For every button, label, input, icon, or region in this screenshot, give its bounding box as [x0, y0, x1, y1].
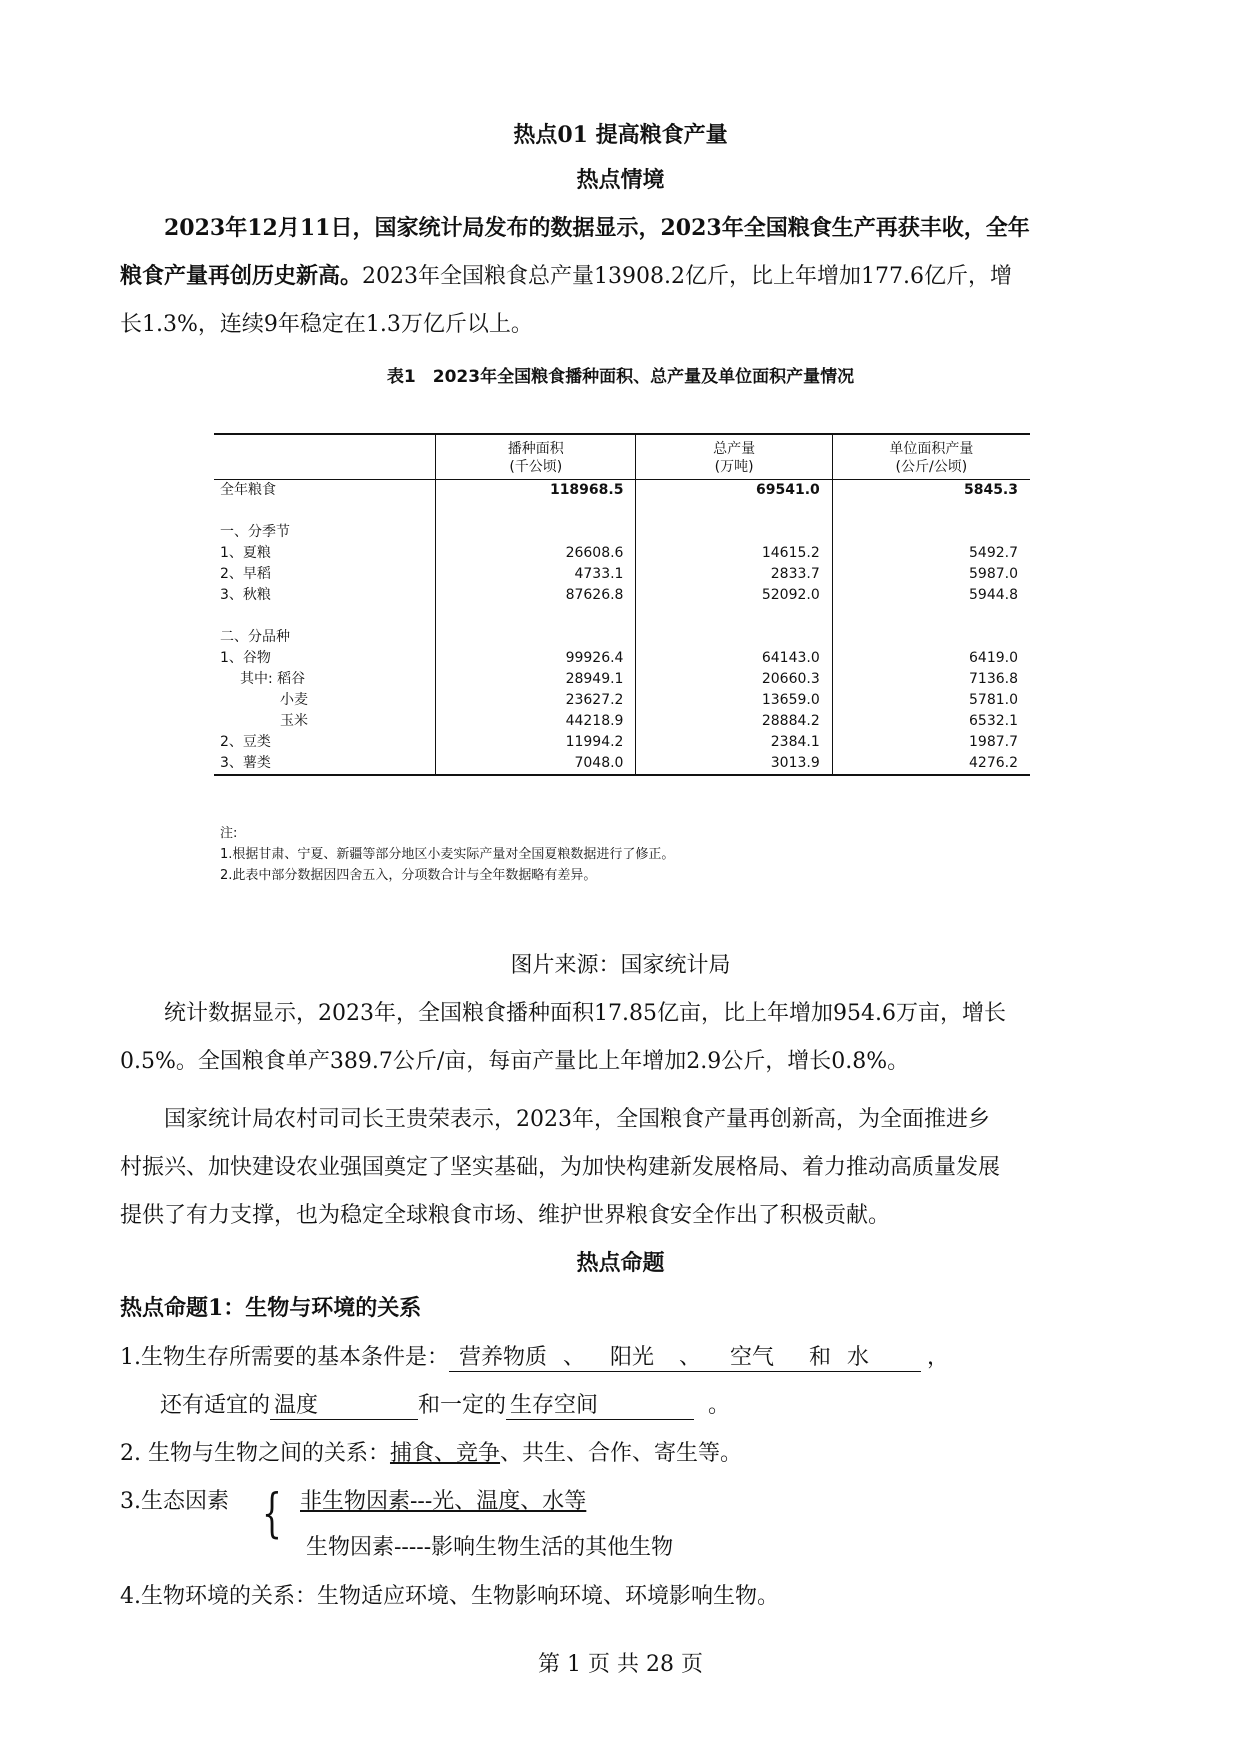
table-row: [214, 732, 1030, 753]
answer-air: 空气: [707, 1345, 797, 1372]
table-cell-label: 2、豆类: [220, 734, 271, 750]
table-row: [214, 606, 1030, 627]
quote-line-2: 村振兴、加快建设农业强国奠定了坚实基础，为加快构建新发展格局、着力推动高质量发展: [120, 1155, 1001, 1180]
table-row: [214, 627, 1030, 648]
table-cell-yield: 5987.0: [832, 564, 1030, 585]
biotic-factors: 生物因素-----影响生物生活的其他生物: [306, 1535, 674, 1560]
table-title: 表1 2023年全国粮食播种面积、总产量及单位面积产量情况: [386, 367, 855, 387]
table-cell-label: 其中: 稻谷: [240, 671, 306, 687]
proposition-1-title: 热点命题1：生物与环境的关系: [120, 1295, 422, 1321]
table-cell-area: 44218.9: [436, 711, 636, 732]
table-cell-output: [636, 501, 832, 522]
table-row: [214, 501, 1030, 522]
table-cell-label: [214, 501, 436, 522]
table-cell-output: 69541.0: [636, 480, 832, 502]
stats-line-1: 统计数据显示，2023年，全国粮食播种面积17.85亿亩，比上年增加954.6万亩，增长: [120, 1001, 1006, 1026]
question-1-line-2: 还有适宜的 温度 和一定的 生存空间: [160, 1391, 694, 1421]
table-cell-area: 87626.8: [436, 585, 636, 606]
table-row: [214, 564, 1030, 585]
intro-line-2: 粮食产量再创历史新高。2023年全国粮食总产量13908.2亿斤，比上年增加177.6亿斤，增: [120, 263, 1012, 289]
table-cell-label: 二、分品种: [220, 629, 290, 645]
table-cell-label: 一、分季节: [220, 524, 290, 540]
table-cell-output: [636, 627, 832, 648]
question-3-label: 3.生态因素: [120, 1489, 229, 1514]
table-cell-output: 28884.2: [636, 711, 832, 732]
table-cell-output: 64143.0: [636, 648, 832, 669]
table-cell-area: [436, 501, 636, 522]
table-cell-yield: 1987.7: [832, 732, 1030, 753]
table-cell-area: 28949.1: [436, 669, 636, 690]
table-cell-output: 2384.1: [636, 732, 832, 753]
table-cell-label: 3、秋粮: [220, 587, 271, 603]
table-cell-output: 2833.7: [636, 564, 832, 585]
table-row: [214, 711, 1030, 732]
brace-symbol: {: [262, 1484, 282, 1544]
abiotic-factors: 非生物因素---光、温度、水等: [300, 1489, 587, 1514]
table-cell-area: 99926.4: [436, 648, 636, 669]
table-header-area: 播种面积 (千公顷): [436, 434, 636, 480]
table-cell-output: [636, 522, 832, 543]
table-notes: [220, 823, 674, 886]
table-header-output: 总产量 (万吨): [636, 434, 832, 480]
table-row: [214, 480, 1030, 502]
table-cell-yield: 5845.3: [832, 480, 1030, 502]
table-cell-area: 4733.1: [436, 564, 636, 585]
table-cell-label: 玉米: [280, 713, 308, 729]
table-cell-yield: [832, 606, 1030, 627]
table-row: [214, 648, 1030, 669]
question-2: 2. 生物与生物之间的关系：捕食、竞争、共生、合作、寄生等。: [120, 1441, 743, 1466]
table-cell-area: 11994.2: [436, 732, 636, 753]
table-cell-yield: [832, 627, 1030, 648]
page-title: 热点01 提高粮食产量: [513, 122, 728, 148]
table-row: [214, 543, 1030, 564]
answer-sunlight: 阳光: [591, 1345, 673, 1372]
table-cell-area: [436, 606, 636, 627]
table-cell-area: 26608.6: [436, 543, 636, 564]
question-1-line-1: 1.生物生存所需要的基本条件是： 营养物质 、 阳光 、 空气 和 水 ，: [120, 1345, 950, 1370]
table-cell-yield: [832, 501, 1030, 522]
table-row: [214, 669, 1030, 690]
answer-living-space: 生存空间: [506, 1393, 694, 1420]
table-cell-yield: 5492.7: [832, 543, 1030, 564]
table-cell-area: 118968.5: [436, 480, 636, 502]
quote-line-1: 国家统计局农村司司长王贵荣表示，2023年，全国粮食产量再创新高，为全面推进乡: [120, 1107, 990, 1132]
image-source-caption: 图片来源：国家统计局: [510, 953, 731, 978]
table-row: [214, 585, 1030, 606]
table-note: 1.根据甘肃、宁夏、新疆等部分地区小麦实际产量对全国夏粮数据进行了修正。: [220, 847, 675, 862]
question-4: 4.生物环境的关系：生物适应环境、生物影响环境、环境影响生物。: [120, 1584, 779, 1609]
table-cell-label: 全年粮食: [220, 482, 276, 498]
table-cell-area: [436, 627, 636, 648]
table-row: [214, 522, 1030, 543]
intro-line-1: 2023年12月11日，国家统计局发布的数据显示，2023年全国粮食生产再获丰收，全年: [164, 215, 1030, 241]
table-header-yield: 单位面积产量 (公斤/公顷): [832, 434, 1030, 480]
table-cell-output: 13659.0: [636, 690, 832, 711]
table-cell-yield: 5781.0: [832, 690, 1030, 711]
table-cell-yield: 6532.1: [832, 711, 1030, 732]
table-cell-area: 7048.0: [436, 753, 636, 775]
table-cell-yield: [832, 522, 1030, 543]
grain-statistics-table: [214, 433, 1030, 776]
table-header-label: [214, 434, 436, 480]
answer-temperature: 温度: [270, 1393, 418, 1420]
table-row: [214, 753, 1030, 775]
answer-competition: 竞争: [456, 1441, 501, 1466]
section-heading-proposition: 热点命题: [576, 1250, 665, 1276]
intro-paragraph: [120, 204, 1120, 348]
table-note: 2.此表中部分数据因四舍五入，分项数合计与全年数据略有差异。: [220, 868, 597, 883]
table-cell-yield: 4276.2: [832, 753, 1030, 775]
table-cell-output: [636, 606, 832, 627]
table-cell-label: 2、早稻: [220, 566, 271, 582]
table-cell-area: 23627.2: [436, 690, 636, 711]
table-cell-area: [436, 522, 636, 543]
quote-paragraph: [120, 1096, 1120, 1240]
table-cell-yield: 6419.0: [832, 648, 1030, 669]
table-cell-yield: 7136.8: [832, 669, 1030, 690]
table-cell-output: 52092.0: [636, 585, 832, 606]
table-header-row: [214, 434, 1030, 480]
stats-paragraph: [120, 990, 1120, 1086]
intro-line-3: 长1.3%，连续9年稳定在1.3万亿斤以上。: [120, 312, 533, 337]
table-cell-yield: 5944.8: [832, 585, 1030, 606]
table-cell-output: 14615.2: [636, 543, 832, 564]
table-cell-output: 3013.9: [636, 753, 832, 775]
answer-water: 水: [843, 1345, 921, 1372]
table-row: [214, 690, 1030, 711]
stats-line-2: 0.5%。全国粮食单产389.7公斤/亩，每亩产量比上年增加2.9公斤，增长0.8%。: [120, 1049, 910, 1074]
table-cell-label: 小麦: [280, 692, 308, 708]
table-cell-label: 1、夏粮: [220, 545, 271, 561]
table-cell-label: 1、谷物: [220, 650, 271, 666]
table-note: 注:: [220, 826, 238, 841]
question-1-end: 。: [708, 1393, 731, 1418]
answer-predation: 捕食: [389, 1441, 434, 1466]
table-cell-label: [214, 606, 436, 627]
table-cell-output: 20660.3: [636, 669, 832, 690]
answer-nutrients: 营养物质: [449, 1345, 557, 1372]
table-cell-label: 3、薯类: [214, 753, 436, 775]
page-footer: 第 1 页 共 28 页: [538, 1652, 703, 1677]
quote-line-3: 提供了有力支撑，也为稳定全球粮食市场、维护世界粮食安全作出了积极贡献。: [120, 1203, 891, 1228]
section-heading-context: 热点情境: [576, 167, 665, 193]
